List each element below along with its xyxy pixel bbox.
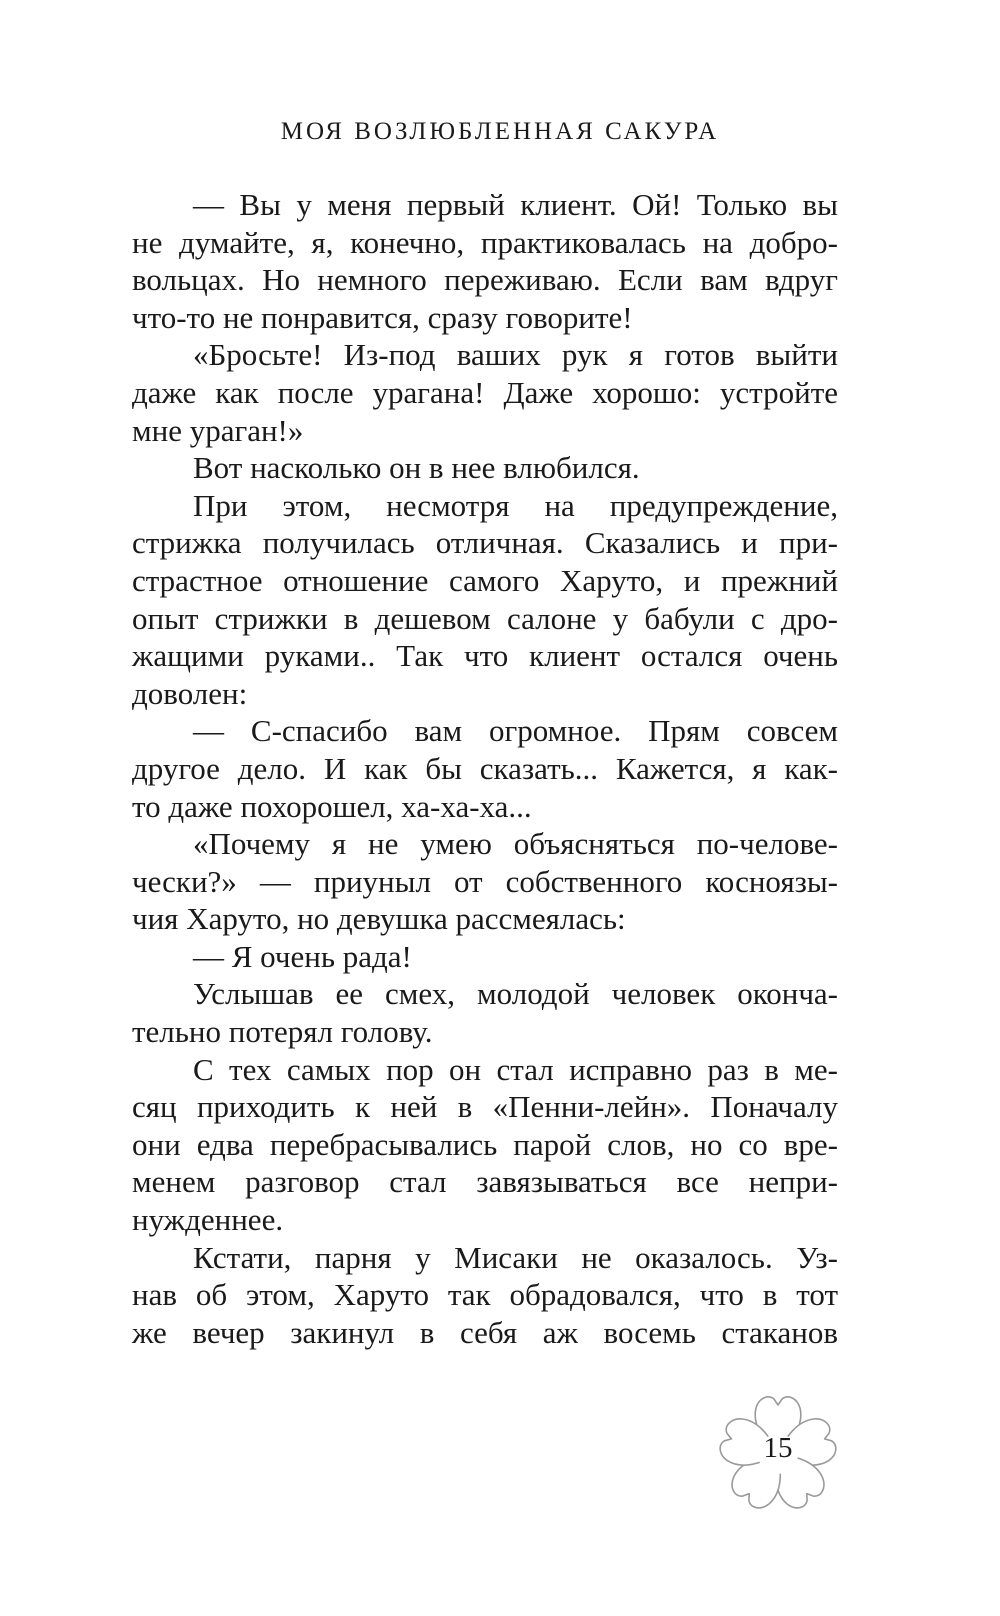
- text-line: При этом, несмотря на предупреждение,: [193, 487, 838, 523]
- text-line: не думайте, я, конечно, практиковалась на добро-: [132, 224, 838, 260]
- text-line: Кстати, парня у Мисаки не оказалось. Уз-: [193, 1239, 838, 1275]
- text-line: страстное отношение самого Харуто, и прежний: [132, 562, 838, 598]
- running-title: МОЯ ВОЗЛЮБЛЕННАЯ САКУРА: [280, 118, 720, 145]
- text-line: сяц приходить к ней в «Пенни-лейн». Поначалу: [132, 1089, 838, 1125]
- text-line: «Почему я не умею объясняться по-челове-: [193, 826, 838, 862]
- text-line: тельно потерял голову.: [132, 1014, 433, 1050]
- text-line: нав об этом, Харуто так обрадовался, что в тот: [132, 1277, 838, 1313]
- page-number: 15: [763, 1432, 793, 1464]
- text-line: «Бросьте! Из-под ваших рук я готов выйти: [193, 337, 838, 373]
- text-line: даже как после урагана! Даже хорошо: устройте: [132, 374, 838, 410]
- page-folio: [715, 1391, 841, 1517]
- text-line: стрижка получилась отличная. Сказались и при-: [132, 525, 838, 561]
- text-line: вольцах. Но немного переживаю. Если вам вдруг: [132, 262, 838, 298]
- text-line: — Я очень рада!: [193, 938, 412, 974]
- text-line: — Вы у меня первый клиент. Ой! Только вы: [193, 187, 838, 222]
- text-line: опыт стрижки в дешевом салоне у бабули с дро-: [132, 600, 838, 636]
- text-line: они едва перебрасывались парой слов, но со вре-: [132, 1126, 838, 1162]
- text-line: чески?» — приуныл от собственного косноязы-: [132, 863, 838, 899]
- text-line: Услышав ее смех, молодой человек оконча-: [193, 976, 838, 1012]
- text-line: С тех самых пор он стал исправно раз в ме-: [193, 1051, 838, 1087]
- body-text: [132, 186, 838, 1351]
- text-line: то даже похорошел, ха-ха-ха...: [132, 788, 532, 824]
- text-line: другое дело. И как бы сказать... Кажется, я как-: [132, 750, 838, 786]
- text-line: мне ураган!»: [132, 412, 304, 448]
- text-line: жащими руками.. Так что клиент остался очень: [132, 638, 838, 674]
- text-line: что-то не понравится, сразу говорите!: [132, 299, 633, 335]
- text-line: чия Харуто, но девушка рассмеялась:: [132, 901, 626, 937]
- text-line: — С-спасибо вам огромное. Прям совсем: [193, 713, 838, 749]
- text-line: же вечер закинул в себя аж восемь стаканов: [132, 1314, 838, 1350]
- text-line: доволен:: [132, 675, 248, 711]
- text-line: Вот насколько он в нее влюбился.: [193, 450, 640, 486]
- text-line: нужденнее.: [132, 1202, 284, 1238]
- text-line: менем разговор стал завязываться все непри-: [132, 1164, 838, 1200]
